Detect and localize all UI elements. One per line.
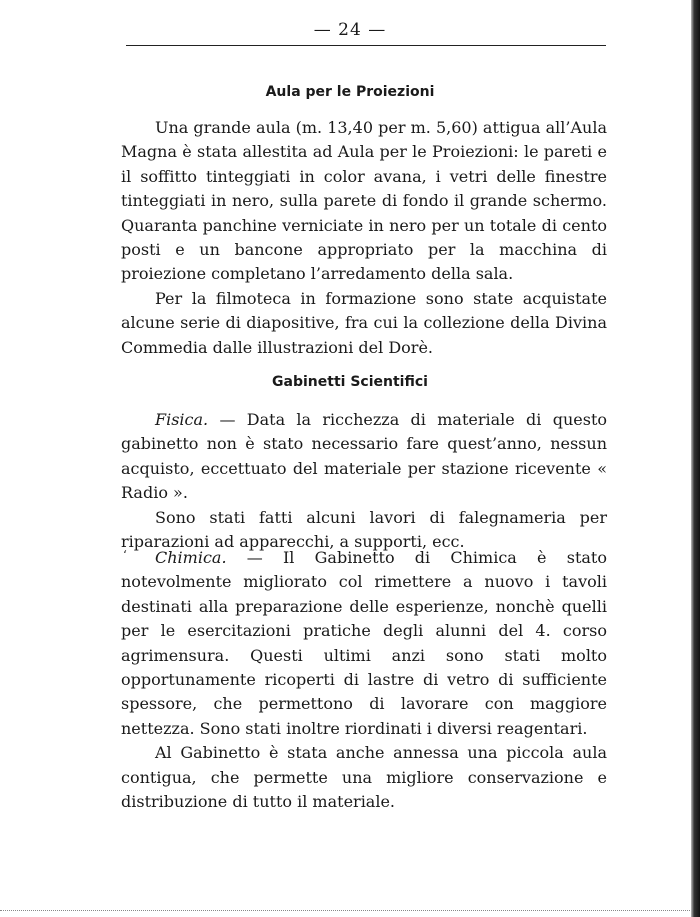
scan-edge (691, 0, 700, 917)
paragraph (121, 408, 607, 506)
margin-mark: ‘ (123, 548, 127, 562)
subsection-chimica (121, 546, 607, 814)
subsection-lead-fisica: Fisica. (155, 410, 209, 429)
subsection-lead-chimica: Chimica. (155, 548, 227, 567)
subsection-fisica (121, 408, 607, 554)
scan-bottom-edge (0, 910, 690, 911)
section-title-aula: Aula per le Proiezioni (265, 84, 435, 100)
paragraph-text: — Data la ricchezza di materiale di questo gabinetto non è stato necessario fare quest’anno, nessun acquisto, eccettuato del materiale per stazione ricevente « Radio ». (121, 410, 607, 503)
paragraph: Una grande aula (m. 13,40 per m. 5,60) attigua all’Aula Magna è stata allestita ad Aula per le Proiezioni: le pareti e il soffitto tinteggiati in color avana, i vetri delle finestre tinteggiati in nero, sulla parete di fondo il grande schermo. Quaranta panchine verniciate in nero per un totale di cento posti e un bancone appropriato per la macchina di proiezione completano l’arredamento della sala. (121, 118, 607, 284)
section-body-aula (121, 116, 607, 360)
header-rule (126, 45, 606, 46)
paragraph: Al Gabinetto è stata anche annessa una piccola aula contigua, che permette una migliore conservazione e distribuzione di tutto il materiale. (121, 743, 607, 812)
page-number: — 24 — (313, 20, 387, 40)
paragraph-text: — Il Gabinetto di Chimica è stato notevolmente migliorato col rimettere a nuovo i tavoli destinati alla preparazione delle esperienze, nonchè quelli per le esercitazioni pratiche degli alunni del 4. corso agrimensura. Questi ultimi anzi sono stati molto opportunamente ricoperti di lastre di vetro di sufficiente spessore, che permettono di lavorare con maggiore nettezza. Sono stati inoltre riordinati i diversi reagentari. (121, 548, 607, 738)
paragraph: Sono stati fatti alcuni lavori di falegnameria per riparazioni ad apparecchi, a supporti, ecc. (121, 507, 607, 552)
section-title-gabinetti: Gabinetti Scientifici (272, 374, 428, 390)
paragraph: Per la filmoteca in formazione sono state acquistate alcune serie di diapositive, fra cui la collezione della Divina Commedia dalle illustrazioni del Dorè. (121, 288, 607, 357)
paragraph (121, 546, 607, 741)
